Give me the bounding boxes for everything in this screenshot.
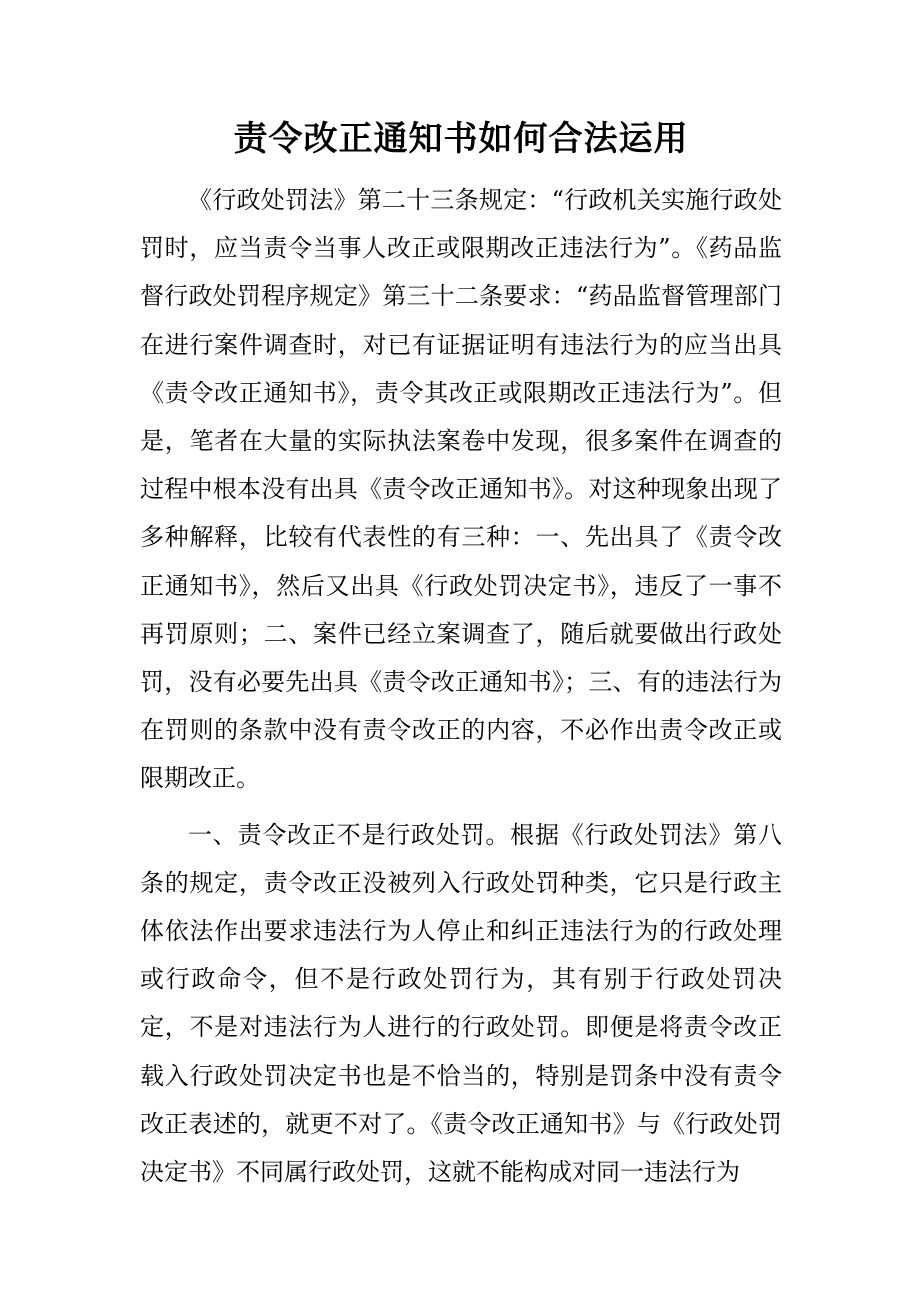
paragraph-point-one: 一、责令改正不是行政处罚。根据《行政处罚法》第八条的规定，责令改正没被列入行政处罚种类，它只是行政主体依法作出要求违法行为人停止和纠正违法行为的行政处理或行政命令，但不是行政处罚行为，其有别于行政处罚决定，不是对违法行为人进行的行政处罚。即便是将责令改正载入行政处罚决定书也是不恰当的，特别是罚条中没有责令改正表述的，就更不对了。《责令改正通知书》与《行政处罚决定书》不同属行政处罚，这就不能构成对同一违法行为	[140, 820, 782, 1187]
document-page	[140, 0, 782, 1196]
document-title: 责令改正通知书如何合法运用	[233, 119, 689, 159]
paragraph-intro: 《行政处罚法》第二十三条规定：“行政机关实施行政处罚时，应当责令当事人改正或限期改正违法行为”。《药品监督行政处罚程序规定》第三十二条要求：“药品监督管理部门在进行案件调查时，对已有证据证明有违法行为的应当出具《责令改正通知书》，责令其改正或限期改正违法行为”。但是，笔者在大量的实际执法案卷中发现，很多案件在调查的过程中根本没有出具《责令改正通知书》。对这种现象出现了多种解释，比较有代表性的有三种：一、先出具了《责令改正通知书》，然后又出具《行政处罚决定书》，违反了一事不再罚原则；二、案件已经立案调查了，随后就要做出行政处罚，没有必要先出具《责令改正通知书》；三、有的违法行为在罚则的条款中没有责令改正的内容，不必作出责令改正或限期改正。	[140, 186, 782, 793]
